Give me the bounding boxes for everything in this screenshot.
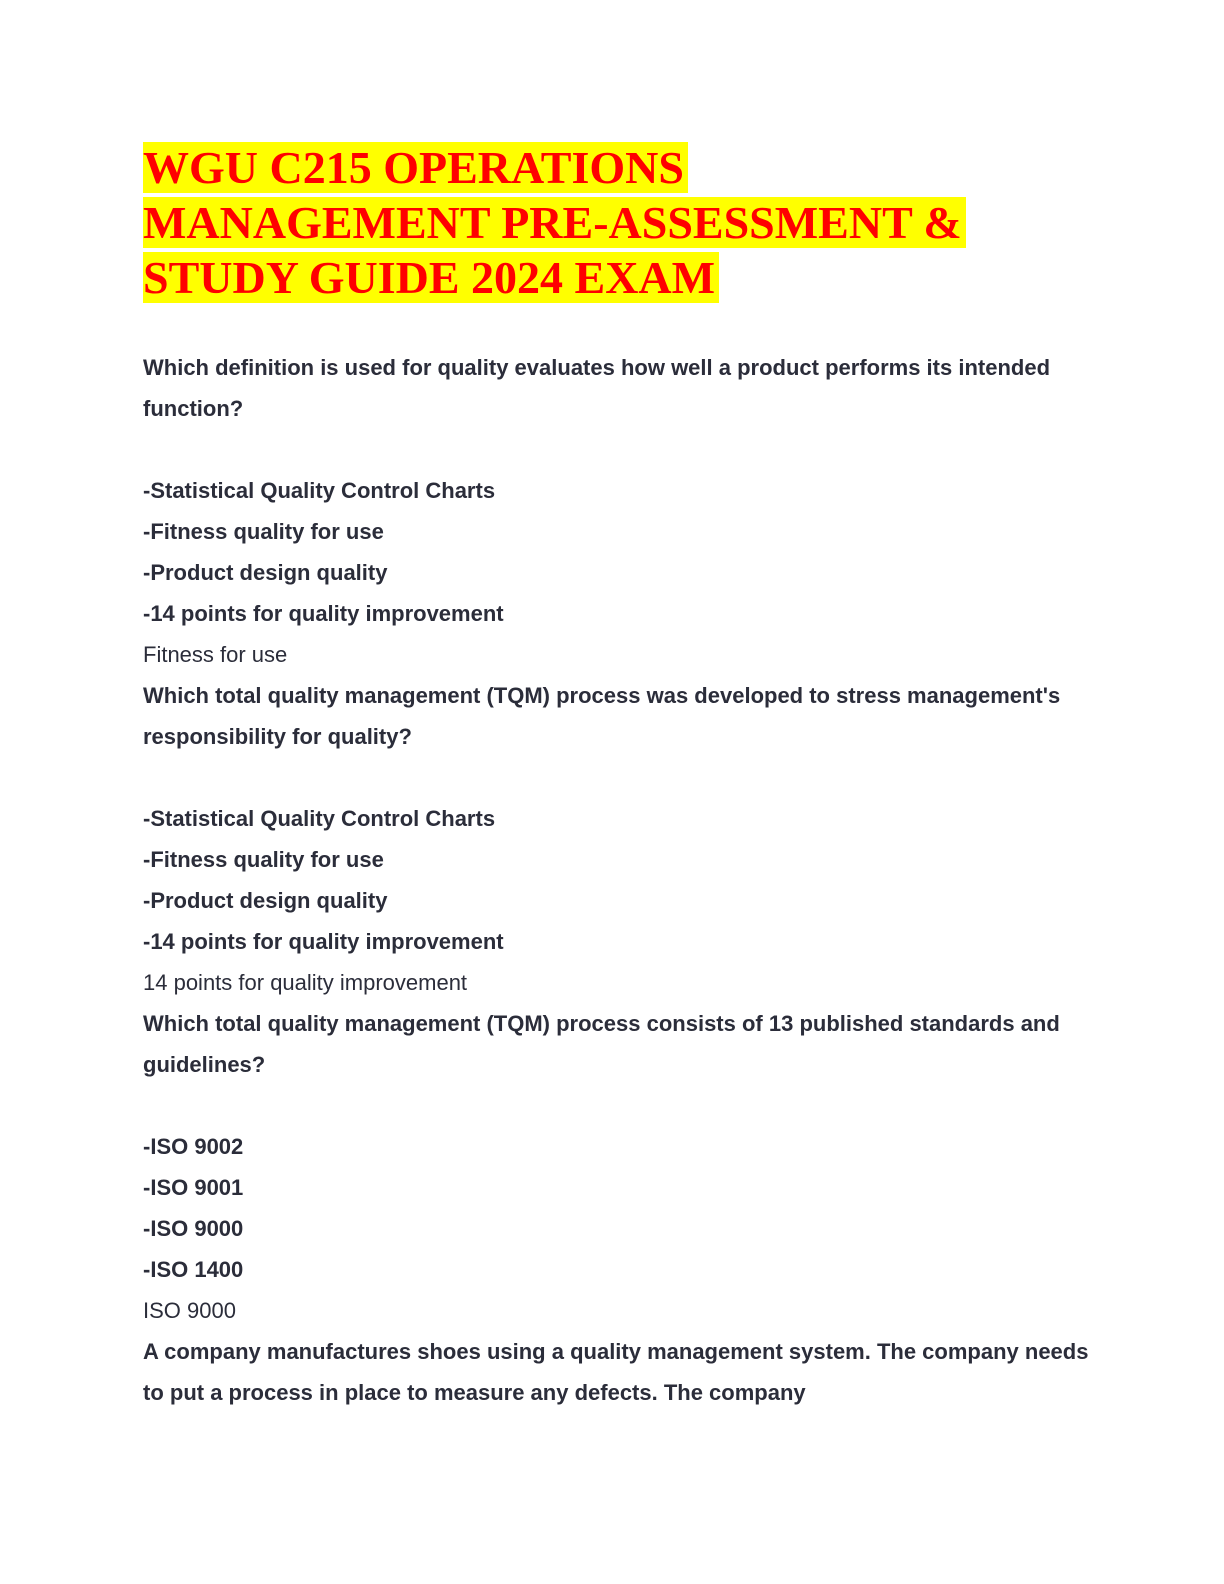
document-page: [143, 140, 1093, 1413]
correct-answer: 14 points for quality improvement: [143, 970, 468, 995]
answer-option: -Product design quality: [143, 560, 388, 585]
answer-option: -ISO 9002: [143, 1134, 244, 1159]
question-text: Which total quality management (TQM) process was developed to stress management's responsibility for quality?: [143, 683, 1061, 749]
answer-option: -14 points for quality improvement: [143, 929, 504, 954]
title-line: STUDY GUIDE 2024 EXAM: [143, 250, 1093, 305]
question-text: Which total quality management (TQM) process consists of 13 published standards and guidelines?: [143, 1011, 1060, 1077]
answer-option: -ISO 1400: [143, 1257, 244, 1282]
correct-answer: Fitness for use: [143, 642, 288, 667]
answer-option: -Product design quality: [143, 888, 388, 913]
question-block: [143, 1331, 1093, 1413]
question-block: [143, 675, 1093, 1003]
title-line: MANAGEMENT PRE-ASSESSMENT &: [143, 195, 1093, 250]
answer-option: -14 points for quality improvement: [143, 601, 504, 626]
answer-option: -Statistical Quality Control Charts: [143, 806, 496, 831]
question-text: A company manufactures shoes using a quality management system. The company needs to put a process in place to measure any defects. The company: [143, 1339, 1089, 1405]
answer-option: -Fitness quality for use: [143, 847, 384, 872]
correct-answer: ISO 9000: [143, 1298, 236, 1323]
answer-option: -Fitness quality for use: [143, 519, 384, 544]
answer-option: -Statistical Quality Control Charts: [143, 478, 496, 503]
document-title: [143, 140, 1093, 305]
question-block: [143, 347, 1093, 675]
question-list: [143, 347, 1093, 1413]
question-text: Which definition is used for quality evaluates how well a product performs its intended function?: [143, 355, 1051, 421]
answer-option: -ISO 9000: [143, 1216, 244, 1241]
answer-option: -ISO 9001: [143, 1175, 244, 1200]
title-line: WGU C215 OPERATIONS: [143, 140, 1093, 195]
question-block: [143, 1003, 1093, 1331]
